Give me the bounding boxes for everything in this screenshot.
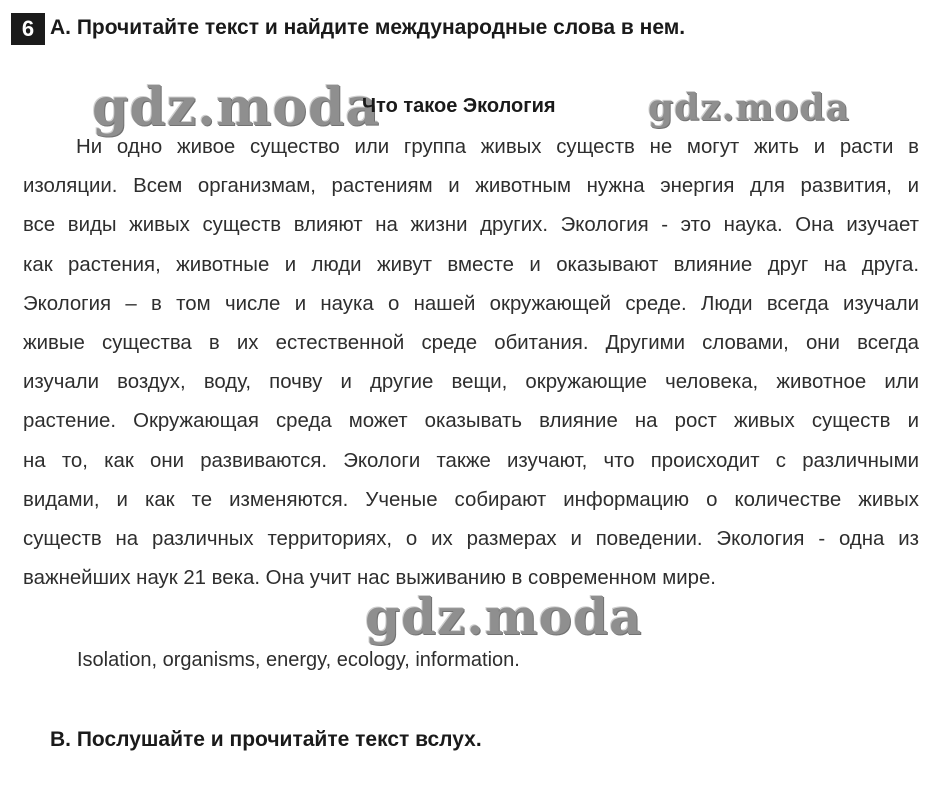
article-line: все виды живых существ влияют на жизни других. Экология - это наука. Она изучает [23, 214, 919, 237]
article-line: живые существа в их естественной среде обитания. Другими словами, они всегда [23, 331, 919, 354]
article-line: на то, как они развиваются. Экологи также изучают, что происходит с различными [23, 449, 919, 472]
task-number-badge: 6 [11, 13, 45, 45]
article-line: Ни одно живое существо или группа живых существ не могут жить и расти в [76, 136, 919, 158]
article-body [23, 128, 919, 598]
article-line: изучали воздух, воду, почву и другие вещи, окружающие человека, животное или [23, 371, 919, 394]
article-line: существ на различных территориях, о их размерах и поведении. Экология - одна из [23, 527, 919, 550]
article-line: видами, и как те изменяются. Ученые собирают информацию о количестве живых [23, 488, 919, 511]
watermark-logo: gdz.moda [648, 87, 850, 129]
task-a-instruction: A. Прочитайте текст и найдите международные слова в нем. [50, 16, 686, 39]
answer-text: Isolation, organisms, energy, ecology, information. [77, 649, 520, 671]
task-b-instruction: B. Послушайте и прочитайте текст вслух. [50, 728, 482, 751]
watermark-logo: gdz.moda [365, 587, 643, 646]
article-line: растение. Окружающая среда может оказывать влияние на рост живых существ и [23, 410, 919, 433]
article-line: Экология – в том числе и наука о нашей окружающей среде. Люди всегда изучали [23, 292, 919, 315]
article-line: изоляции. Всем организмам, растениям и животным нужна энергия для развития, и [23, 175, 919, 198]
article-line: как растения, животные и люди живут вместе и оказывают влияние друг на друга. [23, 253, 919, 276]
watermark-logo: gdz.moda [92, 77, 381, 138]
article-line: важнейших наук 21 века. Она учит нас выживанию в современном мире. [23, 567, 716, 590]
article-title: Что такое Экология [362, 95, 556, 117]
